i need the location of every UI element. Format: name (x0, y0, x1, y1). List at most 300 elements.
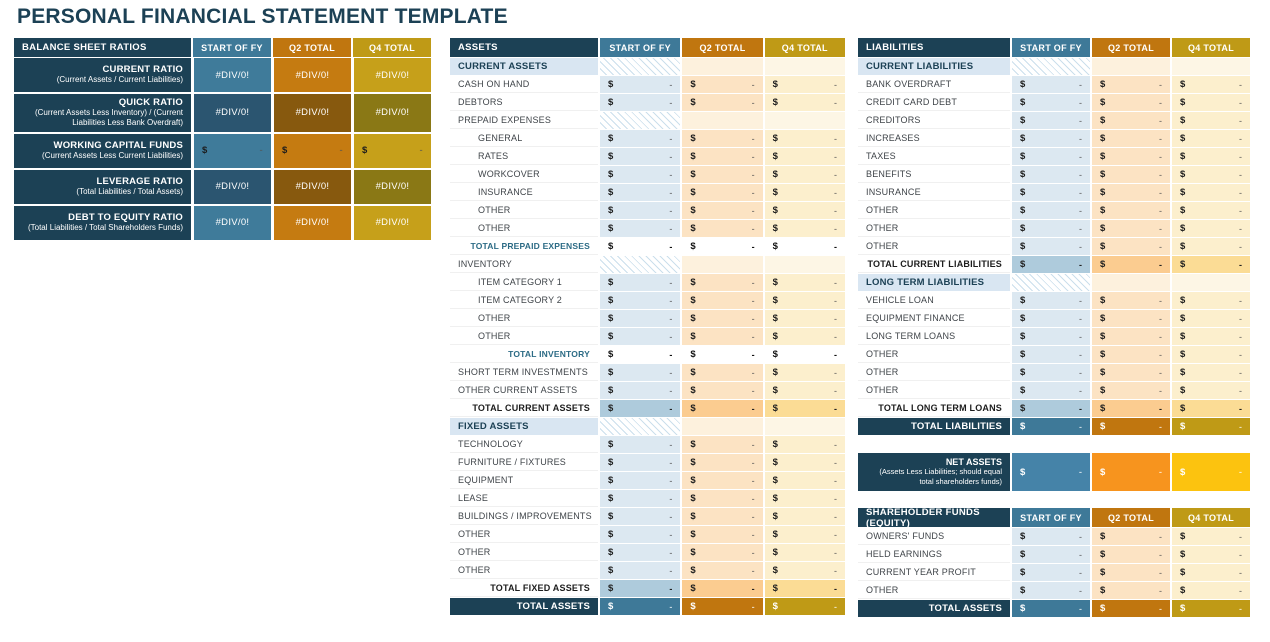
empty-value: - (833, 385, 837, 396)
cell-q2-total[interactable] (682, 94, 762, 111)
cell-q2-total[interactable] (682, 400, 762, 417)
row-label[interactable]: OTHER (858, 220, 1010, 237)
cell-q2-total[interactable]: #DIV/0! (274, 206, 351, 240)
cell-q2-total[interactable] (1092, 418, 1170, 435)
net-assets-title: NET ASSETS (945, 457, 1002, 468)
cell-q4-total[interactable] (1172, 418, 1250, 435)
cell-q2-total[interactable] (682, 544, 762, 561)
cell-q4-total[interactable] (1172, 202, 1250, 219)
cell-q4-total[interactable] (765, 76, 845, 93)
cell-start-of-fy[interactable] (600, 94, 680, 111)
column-header-q4-total[interactable]: Q4 TOTAL (1172, 508, 1250, 527)
cell-q4-total[interactable] (1172, 256, 1250, 273)
row-label[interactable]: DEBTORS (450, 94, 598, 111)
cell-q2-total[interactable] (682, 166, 762, 183)
cell-q2-total[interactable] (682, 130, 762, 147)
cell-q2-total[interactable] (682, 580, 762, 597)
cell-start-of-fy[interactable] (600, 544, 680, 561)
currency-symbol: $ (690, 583, 696, 594)
cell-q2-total[interactable] (682, 184, 762, 201)
cell-q4-total[interactable] (765, 202, 845, 219)
cell-q2-total[interactable] (682, 202, 762, 219)
cell-q4-total[interactable] (765, 364, 845, 381)
cell-start-of-fy[interactable]: #DIV/0! (194, 58, 271, 92)
cell-start-of-fy[interactable] (1012, 148, 1090, 165)
cell-start-of-fy[interactable] (600, 508, 680, 525)
cell-q2-total[interactable] (1092, 274, 1170, 291)
cell-q4-total[interactable] (1172, 310, 1250, 327)
row-label[interactable]: INSURANCE (450, 184, 598, 201)
cell-start-of-fy[interactable] (600, 184, 680, 201)
cell-q2-total[interactable] (1092, 148, 1170, 165)
cell-q2-total[interactable] (1092, 220, 1170, 237)
cell-q4-total[interactable] (765, 400, 845, 417)
row-label[interactable]: INVENTORY (450, 256, 598, 273)
row-label[interactable]: OWNERS' FUNDS (858, 528, 1010, 545)
currency-symbol: $ (690, 295, 696, 306)
cell-q4-total[interactable] (1172, 130, 1250, 147)
cell-q2-total[interactable] (682, 436, 762, 453)
row-label[interactable]: LONG TERM LOANS (858, 328, 1010, 345)
row-label[interactable]: ITEM CATEGORY 1 (450, 274, 598, 291)
column-header-start-of-fy[interactable]: START OF FY (1012, 508, 1090, 527)
row-label[interactable]: LEASE (450, 490, 598, 507)
ratio-label-cell[interactable] (14, 170, 191, 204)
column-header-q4-total[interactable]: Q4 TOTAL (353, 38, 431, 57)
cell-q2-total[interactable] (682, 472, 762, 489)
cell-start-of-fy[interactable] (1012, 346, 1090, 363)
cell-q4-total[interactable] (1172, 292, 1250, 309)
cell-q2-total[interactable] (1092, 328, 1170, 345)
empty-value: - (339, 145, 343, 157)
cell-q2-total[interactable]: #DIV/0! (274, 170, 351, 204)
cell-q4-total[interactable]: #DIV/0! (354, 58, 431, 92)
cell-start-of-fy[interactable] (600, 418, 680, 435)
currency-symbol: $ (1020, 313, 1026, 324)
cell-q4-total[interactable] (765, 544, 845, 561)
row-label[interactable]: OTHER (858, 202, 1010, 219)
cell-q4-total[interactable] (1172, 582, 1250, 599)
cell-q4-total[interactable] (765, 436, 845, 453)
empty-value: - (751, 277, 755, 288)
cell-q4-total[interactable] (765, 526, 845, 543)
cell-q2-total[interactable] (1092, 238, 1170, 255)
cell-q2-total[interactable] (682, 76, 762, 93)
cell-q2-total[interactable] (1092, 112, 1170, 129)
cell-q4-total[interactable] (765, 454, 845, 471)
row-label[interactable]: PREPAID EXPENSES (450, 112, 598, 129)
cell-q2-total[interactable] (1092, 130, 1170, 147)
row-label[interactable]: RATES (450, 148, 598, 165)
row-label[interactable]: CURRENT ASSETS (450, 58, 598, 75)
cell-q4-total[interactable] (1172, 148, 1250, 165)
currency-symbol: $ (1020, 349, 1026, 360)
cell-q4-total[interactable] (1172, 166, 1250, 183)
cell-q4-total[interactable] (765, 112, 845, 129)
empty-value: - (1159, 133, 1162, 144)
cell-q4-total[interactable] (1172, 382, 1250, 399)
row-label[interactable]: OTHER (450, 202, 598, 219)
cell-q2-total[interactable]: #DIV/0! (274, 58, 351, 92)
currency-symbol: $ (690, 349, 696, 360)
empty-value: - (1079, 567, 1082, 578)
cell-start-of-fy[interactable] (1012, 58, 1090, 75)
cell-q2-total[interactable] (682, 328, 762, 345)
cell-q2-total[interactable] (1092, 94, 1170, 111)
cell-q2-total[interactable] (682, 274, 762, 291)
cell-q2-total[interactable] (682, 598, 762, 615)
row-label[interactable]: OTHER (450, 526, 598, 543)
cell-q2-total[interactable] (1092, 310, 1170, 327)
empty-value: - (669, 331, 673, 342)
row-label[interactable]: EQUIPMENT (450, 472, 598, 489)
cell-q2-total[interactable] (682, 112, 762, 129)
cell-q4-total[interactable] (765, 58, 845, 75)
cell-q4-total[interactable] (765, 220, 845, 237)
row-label[interactable]: TOTAL CURRENT ASSETS (450, 400, 598, 417)
cell-start-of-fy[interactable] (600, 346, 680, 363)
row-label[interactable]: CURRENT LIABILITIES (858, 58, 1010, 75)
cell-q2-total[interactable] (682, 346, 762, 363)
empty-value: - (751, 331, 755, 342)
cell-q2-total[interactable] (682, 382, 762, 399)
cell-q2-total[interactable] (682, 310, 762, 327)
row-label[interactable]: BUILDINGS / IMPROVEMENTS (450, 508, 598, 525)
cell-start-of-fy[interactable] (600, 400, 680, 417)
ratio-label-cell[interactable] (14, 94, 191, 132)
cell-q2-total[interactable] (682, 490, 762, 507)
table-row (450, 220, 845, 238)
cell-q4-total[interactable]: #DIV/0! (354, 206, 431, 240)
cell-q4-total[interactable] (765, 256, 845, 273)
cell-q2-total[interactable] (682, 526, 762, 543)
cell-q2-total[interactable] (682, 454, 762, 471)
cell-start-of-fy[interactable] (600, 292, 680, 309)
cell-q4-total[interactable] (765, 382, 845, 399)
cell-start-of-fy[interactable] (1012, 184, 1090, 201)
currency-symbol: $ (1020, 295, 1026, 306)
cell-q4-total[interactable] (1172, 58, 1250, 75)
cell-start-of-fy[interactable]: #DIV/0! (194, 206, 271, 240)
column-header-q4-total[interactable]: Q4 TOTAL (765, 38, 845, 57)
row-label[interactable]: OTHER CURRENT ASSETS (450, 382, 598, 399)
cell-q4-total[interactable] (765, 238, 845, 255)
ratio-label-cell[interactable] (14, 58, 191, 92)
cell-q2-total[interactable] (682, 256, 762, 273)
cell-q2-total[interactable] (1092, 256, 1170, 273)
cell-start-of-fy[interactable] (600, 328, 680, 345)
cell-start-of-fy[interactable] (194, 134, 271, 168)
empty-value: - (669, 511, 673, 522)
cell-q2-total[interactable] (1092, 58, 1170, 75)
cell-q2-total[interactable] (1092, 346, 1170, 363)
row-label[interactable]: FIXED ASSETS (450, 418, 598, 435)
cell-q4-total[interactable] (1172, 76, 1250, 93)
ratio-label-cell[interactable] (14, 134, 191, 168)
row-label[interactable]: OTHER (858, 364, 1010, 381)
currency-symbol: $ (1180, 367, 1186, 378)
cell-q2-total[interactable] (1092, 364, 1170, 381)
currency-symbol: $ (690, 313, 696, 324)
cell-q4-total[interactable] (1172, 328, 1250, 345)
row-label[interactable]: BENEFITS (858, 166, 1010, 183)
cell-q4-total[interactable] (1172, 600, 1250, 617)
cell-q4-total[interactable] (765, 292, 845, 309)
row-label[interactable]: OTHER (858, 346, 1010, 363)
table-row (450, 292, 845, 310)
cell-start-of-fy[interactable]: #DIV/0! (194, 170, 271, 204)
cell-q2-total[interactable] (1092, 76, 1170, 93)
cell-q4-total[interactable] (765, 472, 845, 489)
cell-start-of-fy[interactable] (1012, 328, 1090, 345)
row-label[interactable]: TOTAL ASSETS (450, 598, 598, 615)
cell-start-of-fy[interactable] (1012, 130, 1090, 147)
cell-start-of-fy[interactable] (600, 454, 680, 471)
cell-start-of-fy[interactable] (600, 364, 680, 381)
cell-start-of-fy[interactable] (1012, 292, 1090, 309)
table-title-cell[interactable]: LIABILITIES (858, 38, 1010, 57)
row-label[interactable]: TOTAL LIABILITIES (858, 418, 1010, 435)
cell-q2-total[interactable] (682, 418, 762, 435)
table-title-cell[interactable]: SHAREHOLDER FUNDS (EQUITY) (858, 508, 1010, 527)
cell-start-of-fy[interactable] (600, 490, 680, 507)
cell-q4-total[interactable] (765, 166, 845, 183)
cell-q4-total[interactable] (765, 184, 845, 201)
column-header-start-of-fy[interactable]: START OF FY (1012, 38, 1090, 57)
cell-start-of-fy[interactable] (600, 238, 680, 255)
cell-q4-total[interactable] (765, 346, 845, 363)
cell-q4-total[interactable] (1172, 112, 1250, 129)
cell-start-of-fy[interactable] (600, 112, 680, 129)
cell-q2-total[interactable] (682, 238, 762, 255)
cell-start-of-fy[interactable] (1012, 112, 1090, 129)
cell-q2-total[interactable]: #DIV/0! (274, 94, 351, 132)
cell-start-of-fy[interactable] (1012, 94, 1090, 111)
cell-q2-total[interactable] (1092, 382, 1170, 399)
row-label[interactable]: INCREASES (858, 130, 1010, 147)
cell-start-of-fy[interactable] (1012, 310, 1090, 327)
row-label[interactable]: TOTAL PREPAID EXPENSES (450, 238, 598, 255)
row-label[interactable]: HELD EARNINGS (858, 546, 1010, 563)
cell-q2-total[interactable] (682, 364, 762, 381)
cell-q4-total[interactable] (1172, 546, 1250, 563)
cell-start-of-fy[interactable] (600, 580, 680, 597)
column-header-q2-total[interactable]: Q2 TOTAL (273, 38, 351, 57)
row-label[interactable]: OTHER (450, 220, 598, 237)
cell-q2-total[interactable] (1092, 184, 1170, 201)
cell-start-of-fy[interactable] (1012, 202, 1090, 219)
cell-start-of-fy[interactable] (600, 76, 680, 93)
row-label[interactable]: ITEM CATEGORY 2 (450, 292, 598, 309)
row-label[interactable]: SHORT TERM INVESTMENTS (450, 364, 598, 381)
cell-start-of-fy[interactable] (1012, 600, 1090, 617)
cell-q2-total[interactable] (1092, 453, 1170, 491)
cell-q4-total[interactable]: #DIV/0! (354, 170, 431, 204)
cell-q2-total[interactable] (682, 148, 762, 165)
empty-value: - (833, 205, 837, 216)
cell-q4-total[interactable] (1172, 220, 1250, 237)
cell-q4-total[interactable] (765, 328, 845, 345)
cell-start-of-fy[interactable] (1012, 76, 1090, 93)
row-label[interactable]: VEHICLE LOAN (858, 292, 1010, 309)
cell-start-of-fy[interactable] (1012, 220, 1090, 237)
cell-q2-total[interactable] (1092, 400, 1170, 417)
column-header-start-of-fy[interactable]: START OF FY (600, 38, 680, 57)
cell-start-of-fy[interactable] (600, 130, 680, 147)
cell-q2-total[interactable] (682, 292, 762, 309)
cell-q2-total[interactable] (1092, 528, 1170, 545)
cell-start-of-fy[interactable] (600, 220, 680, 237)
cell-q4-total[interactable]: #DIV/0! (354, 94, 431, 132)
empty-value: - (751, 493, 755, 504)
cell-start-of-fy[interactable] (600, 562, 680, 579)
table-row (858, 184, 1250, 202)
row-label[interactable]: OTHER (450, 310, 598, 327)
cell-q4-total[interactable] (765, 562, 845, 579)
row-label[interactable]: GENERAL (450, 130, 598, 147)
cell-start-of-fy[interactable] (600, 274, 680, 291)
row-label[interactable]: TAXES (858, 148, 1010, 165)
cell-q4-total[interactable] (765, 274, 845, 291)
cell-q4-total[interactable] (1172, 528, 1250, 545)
cell-q4-total[interactable] (765, 598, 845, 615)
table-row (450, 526, 845, 544)
cell-q4-total[interactable] (765, 580, 845, 597)
cell-start-of-fy[interactable]: #DIV/0! (194, 94, 271, 132)
row-label[interactable]: WORKCOVER (450, 166, 598, 183)
cell-start-of-fy[interactable] (600, 256, 680, 273)
cell-start-of-fy[interactable] (600, 382, 680, 399)
cell-start-of-fy[interactable] (1012, 166, 1090, 183)
row-label[interactable]: CURRENT YEAR PROFIT (858, 564, 1010, 581)
row-label[interactable]: TOTAL LONG TERM LOANS (858, 400, 1010, 417)
cell-q4-total[interactable] (765, 508, 845, 525)
cell-q4-total[interactable] (1172, 94, 1250, 111)
table-title-cell[interactable]: ASSETS (450, 38, 598, 57)
cell-q4-total[interactable] (1172, 400, 1250, 417)
cell-q2-total[interactable] (1092, 546, 1170, 563)
cell-start-of-fy[interactable] (600, 526, 680, 543)
row-label[interactable]: OTHER (858, 238, 1010, 255)
cell-q4-total[interactable] (1172, 238, 1250, 255)
column-header-q4-total[interactable]: Q4 TOTAL (1172, 38, 1250, 57)
cell-start-of-fy[interactable] (1012, 528, 1090, 545)
column-header-start-of-fy[interactable]: START OF FY (193, 38, 271, 57)
currency-symbol: $ (1100, 531, 1106, 542)
cell-q2-total[interactable] (682, 508, 762, 525)
cell-start-of-fy[interactable] (1012, 564, 1090, 581)
cell-q4-total[interactable] (765, 310, 845, 327)
row-label[interactable]: CREDITORS (858, 112, 1010, 129)
column-header-q2-total[interactable]: Q2 TOTAL (1092, 508, 1170, 527)
cell-start-of-fy[interactable] (600, 472, 680, 489)
cell-start-of-fy[interactable] (600, 58, 680, 75)
cell-start-of-fy[interactable] (1012, 418, 1090, 435)
cell-start-of-fy[interactable] (1012, 453, 1090, 491)
row-label[interactable]: OTHER (450, 544, 598, 561)
cell-start-of-fy[interactable] (1012, 546, 1090, 563)
row-label[interactable]: CASH ON HAND (450, 76, 598, 93)
row-label[interactable]: OTHER (450, 562, 598, 579)
row-label[interactable]: OTHER (858, 582, 1010, 599)
cell-q4-total[interactable] (1172, 453, 1250, 491)
row-label[interactable]: TECHNOLOGY (450, 436, 598, 453)
cell-q4-total[interactable] (765, 130, 845, 147)
currency-symbol: $ (1180, 421, 1186, 432)
cell-q2-total[interactable] (274, 134, 351, 168)
cell-q4-total[interactable] (1172, 184, 1250, 201)
ratio-label-cell[interactable] (14, 206, 191, 240)
row-label[interactable]: TOTAL ASSETS (858, 600, 1010, 617)
row-label[interactable]: INSURANCE (858, 184, 1010, 201)
ratio-name: WORKING CAPITAL FUNDS (53, 140, 183, 152)
table-title-cell[interactable]: BALANCE SHEET RATIOS (14, 38, 191, 57)
cell-start-of-fy[interactable] (1012, 582, 1090, 599)
column-header-q2-total[interactable]: Q2 TOTAL (682, 38, 762, 57)
table-header-row (858, 508, 1250, 527)
currency-symbol: $ (772, 367, 778, 378)
cell-start-of-fy[interactable] (1012, 382, 1090, 399)
row-label[interactable]: TOTAL CURRENT LIABILITIES (858, 256, 1010, 273)
cell-start-of-fy[interactable] (600, 148, 680, 165)
cell-q4-total[interactable] (765, 418, 845, 435)
table-row (858, 528, 1250, 546)
row-label[interactable]: TOTAL FIXED ASSETS (450, 580, 598, 597)
cell-q4-total[interactable] (1172, 364, 1250, 381)
table-row (450, 508, 845, 526)
cell-q4-total[interactable] (354, 134, 431, 168)
cell-q2-total[interactable] (1092, 582, 1170, 599)
cell-start-of-fy[interactable] (600, 166, 680, 183)
currency-symbol: $ (608, 223, 614, 234)
cell-q4-total[interactable] (765, 94, 845, 111)
row-label[interactable]: LONG TERM LIABILITIES (858, 274, 1010, 291)
row-label[interactable]: FURNITURE / FIXTURES (450, 454, 598, 471)
cell-start-of-fy[interactable] (1012, 364, 1090, 381)
row-label[interactable]: BANK OVERDRAFT (858, 76, 1010, 93)
cell-q4-total[interactable] (1172, 564, 1250, 581)
cell-start-of-fy[interactable] (1012, 274, 1090, 291)
cell-q4-total[interactable] (1172, 274, 1250, 291)
cell-start-of-fy[interactable] (600, 310, 680, 327)
row-label[interactable]: OTHER (450, 328, 598, 345)
cell-q4-total[interactable] (765, 148, 845, 165)
cell-q2-total[interactable] (682, 220, 762, 237)
cell-q2-total[interactable] (682, 562, 762, 579)
table-row (450, 436, 845, 454)
cell-start-of-fy[interactable] (1012, 256, 1090, 273)
cell-q2-total[interactable] (1092, 564, 1170, 581)
cell-start-of-fy[interactable] (600, 436, 680, 453)
cell-start-of-fy[interactable] (600, 598, 680, 615)
cell-q2-total[interactable] (1092, 292, 1170, 309)
cell-start-of-fy[interactable] (1012, 400, 1090, 417)
net-assets-label-cell[interactable] (858, 453, 1010, 491)
cell-q4-total[interactable] (765, 490, 845, 507)
row-label[interactable]: OTHER (858, 382, 1010, 399)
row-label[interactable]: CREDIT CARD DEBT (858, 94, 1010, 111)
cell-q2-total[interactable] (1092, 600, 1170, 617)
cell-start-of-fy[interactable] (1012, 238, 1090, 255)
cell-q2-total[interactable] (1092, 202, 1170, 219)
cell-q2-total[interactable] (682, 58, 762, 75)
row-label[interactable]: TOTAL INVENTORY (450, 346, 598, 363)
cell-q2-total[interactable] (1092, 166, 1170, 183)
row-label[interactable]: EQUIPMENT FINANCE (858, 310, 1010, 327)
cell-q4-total[interactable] (1172, 346, 1250, 363)
cell-start-of-fy[interactable] (600, 202, 680, 219)
column-header-q2-total[interactable]: Q2 TOTAL (1092, 38, 1170, 57)
